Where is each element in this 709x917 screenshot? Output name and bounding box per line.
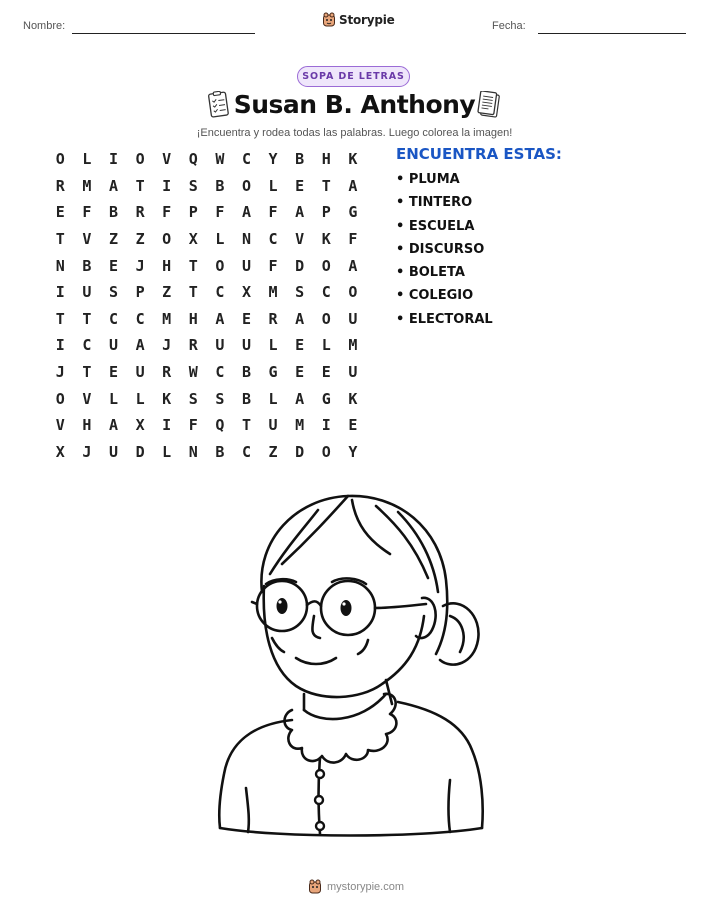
grid-cell[interactable]: N	[188, 442, 198, 461]
grid-cell[interactable]: M	[348, 336, 358, 355]
grid-cell[interactable]: V	[82, 230, 92, 249]
grid-cell[interactable]: O	[321, 256, 331, 275]
grid-cell[interactable]: B	[241, 389, 251, 408]
grid-cell[interactable]: E	[108, 256, 118, 275]
grid-cell[interactable]: U	[215, 336, 225, 355]
grid-cell[interactable]: U	[348, 309, 358, 328]
grid-cell[interactable]: Z	[108, 230, 118, 249]
date-line[interactable]	[538, 33, 686, 34]
grid-row	[47, 306, 366, 333]
grid-cell[interactable]: A	[241, 203, 251, 222]
grid-row	[47, 385, 366, 412]
grid-cell[interactable]: K	[321, 230, 331, 249]
grid-cell[interactable]: T	[188, 283, 198, 302]
grid-cell[interactable]: F	[162, 203, 172, 222]
grid-cell[interactable]: L	[268, 389, 278, 408]
grid-cell[interactable]: O	[321, 442, 331, 461]
grid-cell[interactable]: R	[188, 336, 198, 355]
grid-cell[interactable]: Q	[215, 416, 225, 435]
grid-cell[interactable]: E	[295, 336, 305, 355]
grid-row	[47, 173, 366, 200]
grid-cell[interactable]: O	[135, 150, 145, 169]
grid-cell[interactable]: L	[321, 336, 331, 355]
grid-cell[interactable]: M	[162, 309, 172, 328]
grid-cell[interactable]: V	[162, 150, 172, 169]
grid-cell[interactable]: B	[108, 203, 118, 222]
brand-logo-icon	[308, 879, 322, 894]
grid-cell[interactable]: H	[188, 309, 198, 328]
grid-cell[interactable]: D	[295, 442, 305, 461]
grid-cell[interactable]: P	[321, 203, 331, 222]
grid-cell[interactable]: M	[268, 283, 278, 302]
grid-cell[interactable]: X	[188, 230, 198, 249]
grid-cell[interactable]: W	[188, 363, 198, 382]
grid-cell[interactable]: R	[162, 363, 172, 382]
grid-cell[interactable]: O	[162, 230, 172, 249]
grid-cell[interactable]: P	[135, 283, 145, 302]
grid-cell[interactable]: F	[188, 416, 198, 435]
grid-cell[interactable]: K	[162, 389, 172, 408]
brand	[322, 12, 395, 27]
grid-cell[interactable]: L	[268, 176, 278, 195]
grid-cell[interactable]: C	[135, 309, 145, 328]
grid-cell[interactable]: C	[268, 230, 278, 249]
page-title: Susan B. Anthony	[233, 90, 476, 119]
grid-cell[interactable]: T	[321, 176, 331, 195]
grid-cell[interactable]: S	[188, 176, 198, 195]
grid-cell[interactable]: U	[268, 416, 278, 435]
grid-cell[interactable]: S	[295, 283, 305, 302]
grid-cell[interactable]: E	[295, 176, 305, 195]
date-label: Fecha:	[492, 20, 526, 32]
grid-cell[interactable]: F	[348, 230, 358, 249]
grid-cell[interactable]: R	[55, 176, 65, 195]
footer-site[interactable]: mystorypie.com	[327, 880, 405, 893]
grid-cell[interactable]: E	[295, 363, 305, 382]
word-list-item: • TINTERO	[396, 195, 473, 211]
grid-cell[interactable]: F	[82, 203, 92, 222]
grid-cell[interactable]: L	[268, 336, 278, 355]
grid-cell[interactable]: A	[108, 416, 118, 435]
grid-cell[interactable]: U	[108, 336, 118, 355]
grid-cell[interactable]: I	[108, 150, 118, 169]
grid-row	[47, 279, 366, 306]
word-list-item: • DISCURSO	[396, 241, 485, 257]
grid-cell[interactable]: K	[348, 389, 358, 408]
grid-cell[interactable]: M	[82, 176, 92, 195]
grid-cell[interactable]: U	[135, 363, 145, 382]
grid-cell[interactable]: B	[215, 176, 225, 195]
grid-cell[interactable]: N	[241, 230, 251, 249]
grid-cell[interactable]: U	[82, 283, 92, 302]
name-line[interactable]	[72, 33, 255, 34]
grid-cell[interactable]: O	[55, 150, 65, 169]
grid-cell[interactable]: C	[82, 336, 92, 355]
grid-cell[interactable]: L	[215, 230, 225, 249]
grid-row	[47, 359, 366, 386]
grid-cell[interactable]: U	[108, 442, 118, 461]
grid-cell[interactable]: C	[241, 150, 251, 169]
grid-cell[interactable]: A	[135, 336, 145, 355]
word-list-item: • ELECTORAL	[396, 311, 493, 327]
grid-cell[interactable]: L	[108, 389, 118, 408]
grid-cell[interactable]: Z	[135, 230, 145, 249]
grid-row	[47, 199, 366, 226]
grid-cell[interactable]: I	[55, 336, 65, 355]
grid-row	[47, 412, 366, 439]
grid-cell[interactable]: J	[82, 442, 92, 461]
grid-row	[47, 146, 366, 173]
grid-cell[interactable]: T	[241, 416, 251, 435]
grid-cell[interactable]: X	[241, 283, 251, 302]
grid-cell[interactable]: H	[162, 256, 172, 275]
grid-cell[interactable]: V	[55, 416, 65, 435]
grid-row	[47, 439, 366, 466]
grid-cell[interactable]: S	[215, 389, 225, 408]
grid-cell[interactable]: D	[295, 256, 305, 275]
word-search-grid[interactable]	[47, 146, 366, 465]
grid-cell[interactable]: F	[268, 256, 278, 275]
grid-cell[interactable]: M	[295, 416, 305, 435]
word-list	[396, 170, 493, 333]
grid-cell[interactable]: A	[295, 203, 305, 222]
grid-cell[interactable]: S	[108, 283, 118, 302]
grid-cell[interactable]: I	[321, 416, 331, 435]
grid-cell[interactable]: G	[348, 203, 358, 222]
grid-cell[interactable]: U	[348, 363, 358, 382]
grid-cell[interactable]: E	[321, 363, 331, 382]
grid-cell[interactable]: O	[55, 389, 65, 408]
grid-cell[interactable]: V	[82, 389, 92, 408]
grid-cell[interactable]: B	[215, 442, 225, 461]
grid-cell[interactable]: T	[55, 309, 65, 328]
grid-row	[47, 332, 366, 359]
grid-cell[interactable]: I	[162, 416, 172, 435]
grid-cell[interactable]: Z	[162, 283, 172, 302]
grid-cell[interactable]: T	[82, 309, 92, 328]
grid-cell[interactable]: C	[321, 283, 331, 302]
grid-cell[interactable]: E	[241, 309, 251, 328]
grid-cell[interactable]: T	[188, 256, 198, 275]
grid-cell[interactable]: U	[241, 256, 251, 275]
grid-cell[interactable]: F	[215, 203, 225, 222]
grid-cell[interactable]: E	[108, 363, 118, 382]
grid-cell[interactable]: X	[135, 416, 145, 435]
grid-cell[interactable]: S	[188, 389, 198, 408]
word-list-item: • PLUMA	[396, 172, 460, 187]
grid-cell[interactable]: R	[135, 203, 145, 222]
grid-cell[interactable]: B	[82, 256, 92, 275]
grid-cell[interactable]: F	[268, 203, 278, 222]
grid-cell[interactable]: A	[295, 309, 305, 328]
word-list-item: • BOLETA	[396, 265, 465, 281]
grid-cell[interactable]: T	[135, 176, 145, 195]
grid-cell[interactable]: C	[241, 442, 251, 461]
grid-cell[interactable]: P	[188, 203, 198, 222]
grid-cell[interactable]: L	[135, 389, 145, 408]
word-list-item: • ESCUELA	[396, 218, 475, 234]
grid-cell[interactable]: B	[241, 363, 251, 382]
grid-cell[interactable]: I	[162, 176, 172, 195]
grid-cell[interactable]: L	[162, 442, 172, 461]
grid-cell[interactable]: J	[55, 363, 65, 382]
grid-cell[interactable]: A	[295, 389, 305, 408]
grid-row	[47, 226, 366, 253]
grid-cell[interactable]: O	[215, 256, 225, 275]
grid-cell[interactable]: G	[268, 363, 278, 382]
grid-cell[interactable]: V	[295, 230, 305, 249]
grid-cell[interactable]: A	[348, 256, 358, 275]
grid-cell[interactable]: K	[348, 150, 358, 169]
instructions: ¡Encuentra y rodea todas las palabras. Luego colorea la imagen!	[196, 127, 513, 139]
grid-cell[interactable]: L	[82, 150, 92, 169]
grid-cell[interactable]: E	[55, 203, 65, 222]
grid-cell[interactable]: Q	[188, 150, 198, 169]
grid-cell[interactable]: T	[82, 363, 92, 382]
grid-cell[interactable]: G	[321, 389, 331, 408]
word-list-title: ENCUENTRA ESTAS:	[396, 145, 562, 163]
grid-cell[interactable]: B	[295, 150, 305, 169]
grid-cell[interactable]: I	[55, 283, 65, 302]
grid-cell[interactable]: C	[108, 309, 118, 328]
grid-cell[interactable]: C	[215, 283, 225, 302]
grid-cell[interactable]: E	[348, 416, 358, 435]
grid-cell[interactable]: Y	[348, 442, 358, 461]
grid-cell[interactable]: U	[241, 336, 251, 355]
grid-cell[interactable]: Y	[268, 150, 278, 169]
grid-cell[interactable]: T	[55, 230, 65, 249]
grid-cell[interactable]: R	[268, 309, 278, 328]
grid-cell[interactable]: W	[215, 150, 225, 169]
footer	[308, 879, 404, 894]
grid-cell[interactable]: A	[215, 309, 225, 328]
grid-cell[interactable]: X	[55, 442, 65, 461]
document-icon	[476, 91, 502, 119]
grid-cell[interactable]: C	[215, 363, 225, 382]
grid-cell[interactable]: J	[162, 336, 172, 355]
word-list-item: • COLEGIO	[396, 288, 474, 304]
grid-cell[interactable]: A	[348, 176, 358, 195]
grid-cell[interactable]: J	[135, 256, 145, 275]
puzzle-type-badge: SOPA DE LETRAS	[297, 66, 410, 87]
grid-cell[interactable]: H	[321, 150, 331, 169]
grid-cell[interactable]: D	[135, 442, 145, 461]
grid-cell[interactable]: H	[82, 416, 92, 435]
name-label: Nombre:	[23, 20, 66, 32]
grid-cell[interactable]: A	[108, 176, 118, 195]
grid-row	[47, 252, 366, 279]
susan-b-anthony-illustration[interactable]	[200, 488, 500, 848]
grid-cell[interactable]: O	[348, 283, 358, 302]
brand-name: Storypie	[339, 12, 395, 27]
grid-cell[interactable]: O	[321, 309, 331, 328]
brand-logo-icon	[322, 12, 336, 27]
grid-cell[interactable]: O	[241, 176, 251, 195]
grid-cell[interactable]: N	[55, 256, 65, 275]
grid-cell[interactable]: Z	[268, 442, 278, 461]
